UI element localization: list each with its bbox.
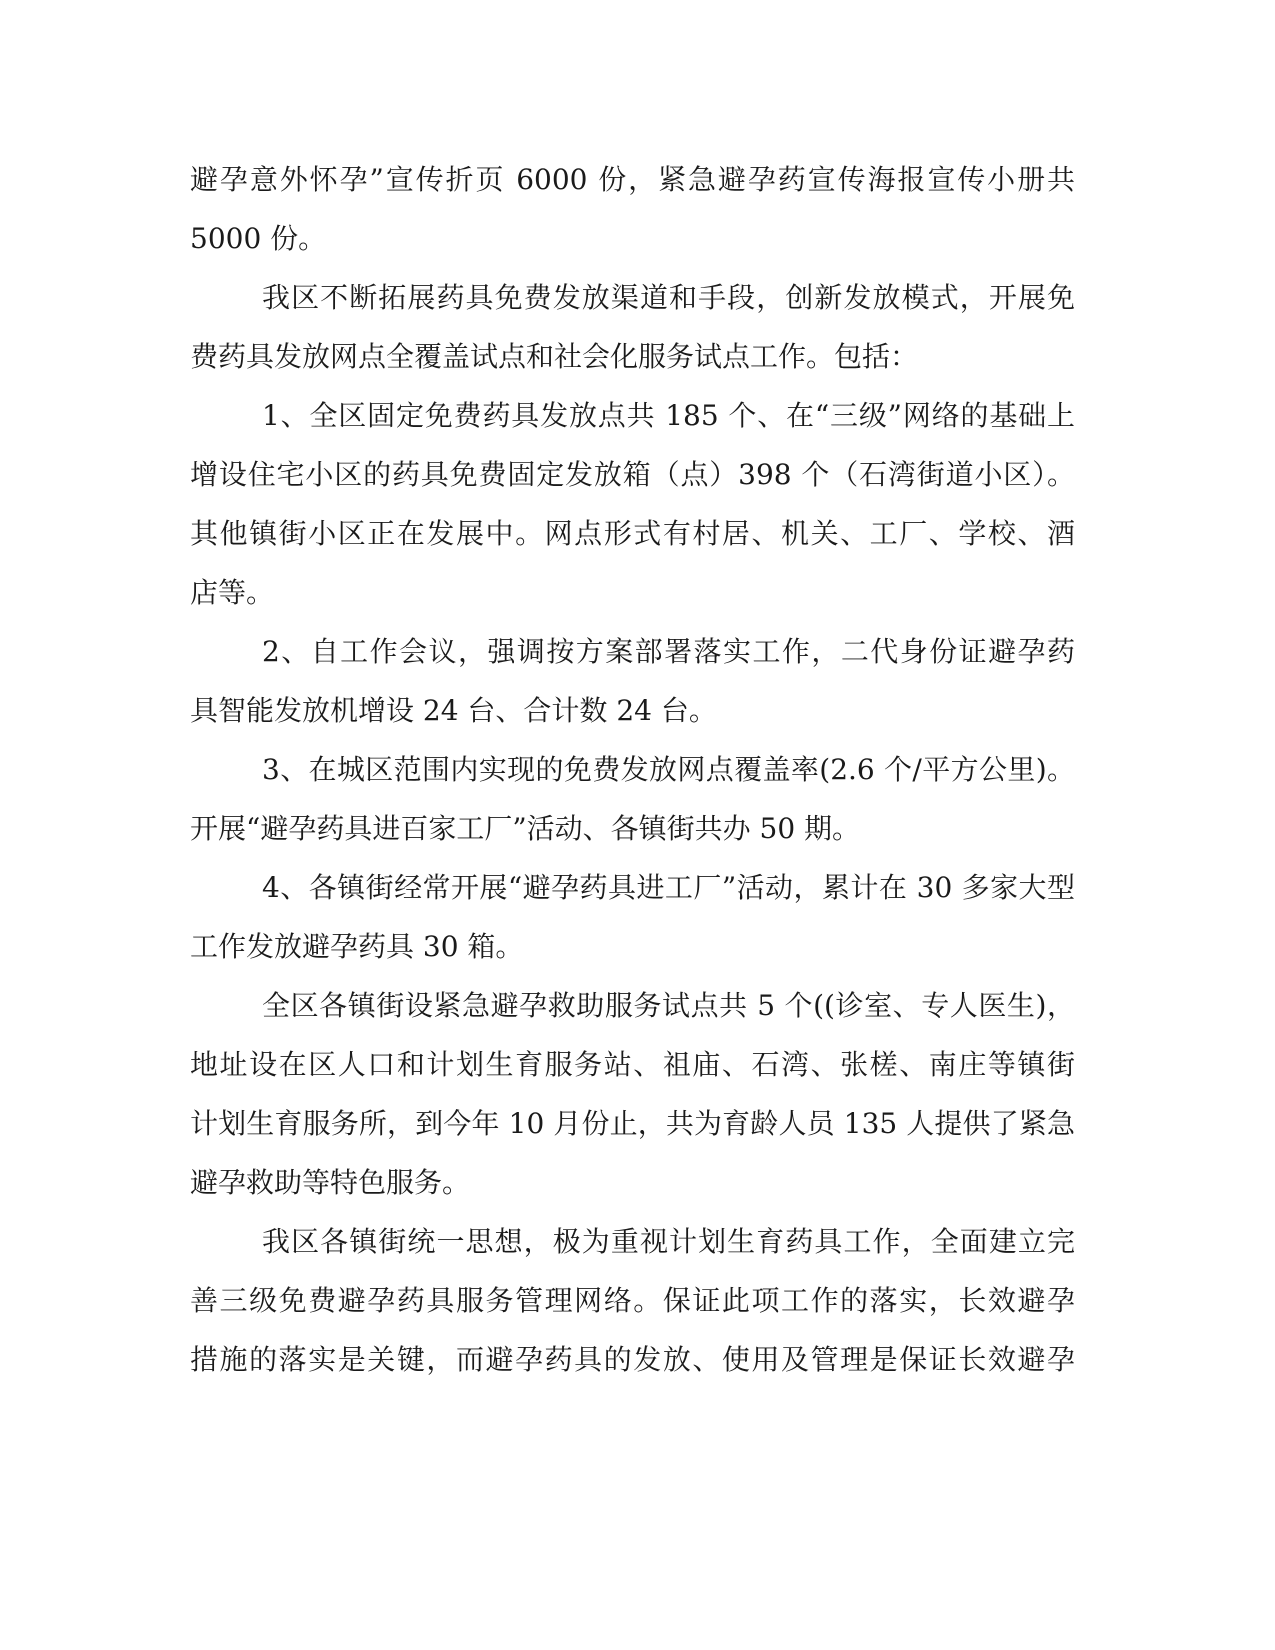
text-line-9: 2、自工作会议，强调按方案部署落实工作，二代身份证避孕药 xyxy=(262,635,1075,668)
text-line-7: 其他镇街小区正在发展中。网点形式有村居、机关、工厂、学校、酒 xyxy=(190,517,1075,550)
text-line-20: 善三级免费避孕药具服务管理网络。保证此项工作的落实，长效避孕 xyxy=(190,1284,1075,1317)
text-line-21: 措施的落实是关键，而避孕药具的发放、使用及管理是保证长效避孕 xyxy=(190,1343,1075,1376)
text-line-2: 5000 份。 xyxy=(190,222,327,255)
text-line-3: 我区不断拓展药具免费发放渠道和手段，创新发放模式，开展免 xyxy=(262,281,1075,314)
text-line-13: 4、各镇街经常开展“避孕药具进工厂”活动，累计在 30 多家大型 xyxy=(262,871,1075,904)
text-line-15: 全区各镇街设紧急避孕救助服务试点共 5 个((诊室、专人医生)， xyxy=(262,989,1075,1022)
text-line-1: 避孕意外怀孕”宣传折页 6000 份，紧急避孕药宣传海报宣传小册共 xyxy=(190,163,1075,196)
text-line-8: 店等。 xyxy=(190,576,275,609)
text-line-4: 费药具发放网点全覆盖试点和社会化服务试点工作。包括： xyxy=(190,340,919,373)
text-line-17: 计划生育服务所，到今年 10 月份止，共为育龄人员 135 人提供了紧急 xyxy=(190,1107,1075,1140)
text-line-11: 3、在城区范围内实现的免费发放网点覆盖率(2.6 个/平方公里)。 xyxy=(262,753,1075,786)
text-line-14: 工作发放避孕药具 30 箱。 xyxy=(190,930,524,963)
text-line-12: 开展“避孕药具进百家工厂”活动、各镇街共办 50 期。 xyxy=(190,812,861,845)
text-line-19: 我区各镇街统一思想，极为重视计划生育药具工作，全面建立完 xyxy=(262,1225,1075,1258)
text-line-16: 地址设在区人口和计划生育服务站、祖庙、石湾、张槎、南庄等镇街 xyxy=(190,1048,1075,1081)
text-line-18: 避孕救助等特色服务。 xyxy=(190,1166,471,1199)
text-line-10: 具智能发放机增设 24 台、合计数 24 台。 xyxy=(190,694,717,727)
text-line-6: 增设住宅小区的药具免费固定发放箱（点）398 个（石湾街道小区）。 xyxy=(190,458,1075,491)
text-line-5: 1、全区固定免费药具发放点共 185 个、在“三级”网络的基础上 xyxy=(262,399,1075,432)
